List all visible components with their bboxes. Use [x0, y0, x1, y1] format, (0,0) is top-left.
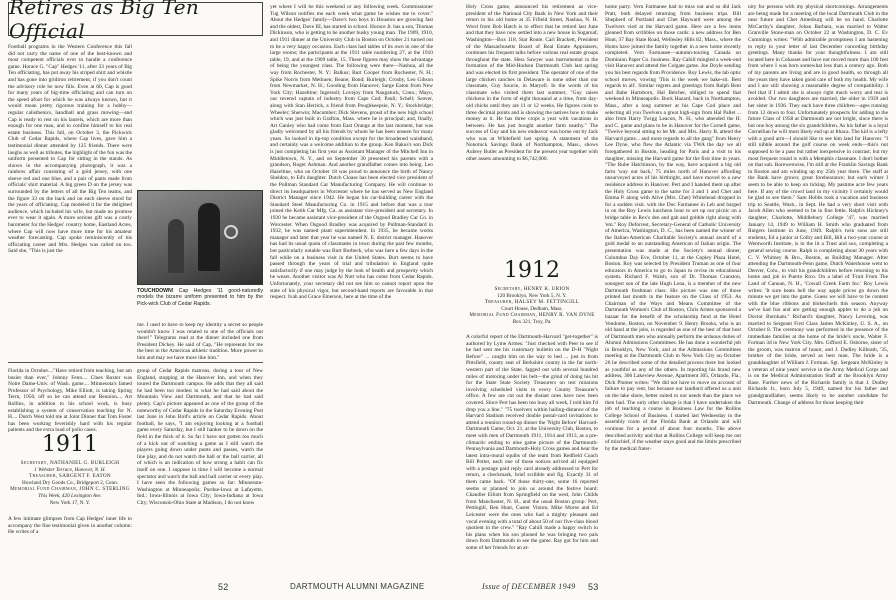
column-6 — [748, 4, 888, 576]
class-1912-notes-col4: A colorful report of the Dartmouth-Harvard "get-together" is authored by Lyme Armes: "Just checked with Peer to see if he had sent me his customary bulletin on the D-H "Night Before" ... caught him on the way to bed ... just in from Pittsfield, county seat of Berkshire county in the far north-western part of the State, fagged out with several hundred miles of motoring under his belt—the grind of doing his bit for the State State Society Treasurers on test missions involving scheduled visits to every County Treasurer's office. A few are cut out the distant ones have now been covered. Since Pert has been too busy all week, I told him I'd drop you a line." "75 twelvers within hailing-distance of the Harvard Stadium received double postal-card invitations to attend a reunion round-up dinner the 'Night Before' Harvard-Dartmouth Game, Oct. 21, at the University Club, Boston, to meet with men of Dartmouth 1911, 1914 and 1913, as a pre-climactic ending to nine game picture of the Dartmouth-Pennsylvania and Dartmouth-Holy Cross games and hear the latest intra-mural squibs of the team from Redfield Coach Bill Potter, each one of those notices arrived all equipped with a postage paid reply card already addressed to Pert for return, a checkmark, brief scribble and fig. Exactly 31 of them came back. "Of those thirty-one, some 16 reported seems or planned to join us around the festive board: Chandler Elliott from Springfield on the west, John Childs from Manchester, N. H., and the usual Boston group: Pert, Pettingill, Ben Hunt, Custer Vinton, Mike Morse and Ed Leicester were the ones who had a mighty pleasant and vocal evening with a total of about 50 of our five-class blood quotient in the crew." "Ray Cahill made a happy switch in his plans when his son phoned he was bringing two pals down from Dartmouth to see the game. Ray got for him and some of her friends for an at- — [466, 334, 598, 551]
article-title-box — [8, 0, 263, 43]
class-1912-memorial: Memorial Fund Chairman, HENRY R. VAN DYNE — [469, 312, 595, 319]
class-1911-treasurer-address: Howland Dry Goods Co., Bridgeport 2, Conn. — [22, 479, 118, 486]
class-1911-heading: 1911 — [42, 432, 98, 457]
article-text-col2-mid: me. I used to have to keep my identity a secret so people wouldn't know I was related to one of the officials out there!" Telegrams read at the dinner included one from President Dickey. He said of Cap, "He represents for me the best in the American athletic tradition. More power to him and may we have more like him." — [137, 322, 263, 361]
column-2-mid — [137, 322, 263, 362]
column-1-bottom — [8, 368, 132, 434]
class-1911-notes-col2: group of Cedar Rapids matrons, during a tour of New England, stopping at the Hanover Inn, and when they toured the Dartmouth campus. He adds that they all said he had been too modest in what he had said about the Mountain View and Dartmouth, and that he had said plenty. Cap's picture appeared as one of the group of the noteworthy of Cedar Rapids in the Saturday Evening Post last June in John Bird's article on Cedar Rapids. About football, he says, "I am enjoying looking at a football game every Saturday, but I still hanker to be down on the field in the thick of it. So far I have not gotten too much of a kick out of watching a game as I still watch the players going down under punts and passes, watch the line play, and do not watch the ball or the ball carrier, all of which is an indication of how strong a habit can fix itself on one. I suppose in time I will become a normal spectator and watch the ball and ball carrier or every play. I have seen the following games so far: Minnesota-Washington at Minneapolis; Purdue-Iowa at Lafayette, Ind.; Iowa-Illinois at Iowa City; Iowa-Indiana at Iowa City; Wisconsin-Ohio State at Madison, I do not know — [137, 368, 263, 506]
column-5 — [605, 4, 741, 576]
page-number-right: 53 — [588, 582, 599, 592]
class-1911-secretary: Secretary, NATHANIEL G. BURLEIGH — [20, 460, 120, 466]
cap-hedges-photo — [137, 190, 263, 285]
class-1911-notes-col4: Holy Cross game, announced his retirement as vice-president of the National City Bank in New York and their return to his old home at 35 Fifield Street, Nashua, N. H. Word from Bob Hatch is to effect that he retired last June and that they have now settled into a new house in Sugaroaf, Washington—Box 118, Star Route. Carl Brackett, President of the Massachusetts Board of Real Estate Appraisers, continues his frequent talks before various real estate groups throughout the state. Hess Sawyer was instrumental in the formation of the Mid-Hudson Dartmouth Club last spring and was elected its first president. The operator of one of the large chicken ranches in Delaware is none other than our classmate, Guy Soucie, in Maryell. In the words of his classmate who visited them last summer, "Guy raises chickens in the form of eight thousand at a time, from day-old chicks until they are 11 or 12 weeks. He figures costs to three decimal points and is showing the natives how to make money at it. He has three crops a year with vacations in between. He has just bought another farm nearby." The success of Guy and his new endeavor was borne out by Jack who was at Whitefield last spring. A statement of the Nonotuck Savings Bank of Northampton, Mass., shows Aubrey Butler as President for the present year together with other assets amounting to $6,742,000. — [466, 4, 598, 162]
class-1911-notes-col3: yet where I will be this weekend or any following week. Commissioner Tug Wilson notifies me each week what game he wishes me to cover." About the Hedges' family—Dave's two boys in Houston are growing fast and the oldest, Dave III, has started in school. Horace Jr. has a son, Thomas Dickinson, who is getting to be another husky young man. The 1909, 1910, and 1911 dinner at the University Club in Boston on October 21 turned out to be a very happy occasion. Each class had tables of its own in one of the large rooms; the participants at the 1911 table numbering 27, at the 1910 table, 19, and at the 1909 table, 15. These figures may show the advantage of being the youngest class. The following were there—Nashua, all the way from Rochester, N. Y.: Balkus; Burt Cooper from Rochester, N. H.; Spike Norris from Methuen; Beane; Bond; Burleigh; Crosby, Leo Gibson from Newmarket, N. H.; Gooding from Hanover; Sarge Eaton from New York City; Hazeltine; Ingersoll; Lovejoy from Naugatuck, Conn.; Mayo, our revered captain of industry from Cape Cod; Pauli; Schell; Seaver, along with Stan Herrick, a friend from Poughkeepsie, N. Y.; Stockbridge; Wheeler; Sherwin; Macomber; Dick Stevens, proud of the new high school which was just built in Grafton, Mass. where he is principal; and, finally, Art Ganley who had come from East Orange at the last moment, but was gladly welcomed by all his friends by whom he has been unseen for many years. So looked in tip-top condition except for the broadened waistband, and certainly was a welcome addition to the group. Ken Bakus's son Dick is just completing his first year as Assistant Manager of the Mitchell Inn in Middletown, N. Y., and on September 30 presented his parents with a grandson, Roger Ashman. And another grandfather comes into being. Leo Hazeltine, who on October 18 was proud to announce the birth of Nancy Sheldon, to Ed's daughter. Dutch Cloase has been elected vice president of the Pullman Standard Car Manufacturing Company. He will continue to direct its headquarters in Worcester where he has served as New England District Manager since 1942. He began his car-building career with the Standard Steel Manufacturing Co. in 1915 and before that was a tour joined the Keith Car Mfg. Co. as assistant vice-president and secretary. In 1930 he became assistant vice-president of the Osgood Bradley Car Co. in Worcester. When Osgood Bradley was acquired by Pullman-Standard in 1932, he was named plant superintendent. In 1935, he became works manager and later that year he was named N. E. district manager. Hanover has had its usual quota of classmates in town during the past few months, but particularly notable was Burt Burbeck, who was here a few days in the fall while on a business visit in the United States. Burt seems to have passed through the years of trial and tribulation in England quite satisfactorily if one may judge by the look of health and prosperity which he wears. Another visitor was Al Nutt who has come from Cedar Rapids. Unfortunately, your secretary did not see him so cannot report upon the state of his physical vigor, but second-hand reports are favorable in that respect. Ivah and Grace Emerson, here at the time of the — [270, 4, 433, 301]
column-4-top — [466, 4, 598, 250]
page-number-left: 52 — [218, 582, 229, 592]
class-1912-heading: 1912 — [504, 258, 560, 283]
cap-hedges-figure — [198, 203, 220, 271]
class-1912-memorial-address: Box 321, Troy, Pa. — [512, 318, 552, 325]
class-1912-secretary-address: 120 Brooklyn, New York 5, N. Y. — [497, 292, 567, 299]
section-divider — [8, 362, 263, 363]
class-1912-notes-col6: nity for persons with my physical shortcomings. Arrangements are being made for a meeting of the local Dartmouth Club in the near future and Chet Amesburg will be on hand. Charlotte McCarthy's daughter, Johan Barbara, was married to Walter Granville Stone-man on October 22 at Washington, D. C. Ev Cummings writes: "With admirable promptness I am hastening to reply to your letter of last December conceding birthday greetings. Many thanks for your thoughtfulness. I am still located here in Cohasset and have not moved more than 100 feet from where I was born somewhat less than a century ago. Both of my parents are living and are in good health, so through all the years they have taken good care of both my health. My wife and I are still showing a reasonable degree of compatibility. I feel that if I admit she is always right much worry and tear is avoided. Our two daughters are married, the older in 1939 and her sister in 1936. They each have three children—ages running from 12 down to four. Unfortunately prospects for adding to the future Class of 1958 at Dartmouth are not bright, since there is but one boy among the six grandchildren. As his father is a loyal Cornellian he will most likely end up at Ithaca. The kid is a lefty with a good arm—I should like to see him land for Hanover. "I still nibble around the golf course on week ends—this's not supposed to be a pass but rather inexpensive in contrast; but my most frequent round is with a Memphis classmate. I don't bother on that sub. Borewenwise, I'm still at the Franklin Savings Bank in Boston and am winding up my 25th year there. The staff at the Bank have grown; great forebearance; but each winter I seem to be able to keep on ticking. My pastime acre few years here. If any of the crowd land in my vicinity I certainly would be glad to see them." Sam Hobbs took a vacation and business trip to Seattle, Wash., in Sept. He had a very short visit with Jacob Allen who seemed to be in fine fettle. Ralph's Hickney's daughter, Charlotte, Middlebury College '47, was married January 14, 1949 to William H. Smith who graduated from Rutgers Institute in June, 1949. Ralph's twin sons are still students, Ed a junior at Colby and Bill, Bill a two-year course at Wentworth Institute, is in the lit a Trust and sox, completing a general sewing course. Ralph is completing about 30 years with C. V. Whitney & Bro., Boston, as Building Manager. After attending the Dartmouth-Penn game, Dutch Waterhouse went to Denver, Colo., to visit his grandchildren before returning to his home and job in Puerto Rico. On a label of 'Fruit From The Land of Cannan, N. H., 'Cowall Creek Farm Inc.' Roy Lewis writes: 'It sure beats hell the way apple prices go down the minute we get into the game. Guess we will have to be content with the blue ribbons and blokechiefs this season. Anyway we've had fun and are getting enough apples to do a job on Doctor Burnham." Richard's daughter, Nancy Levering, was married to Sergeant First Class James McKinley, U. S. A., on October 8. The ceremony was performed in the presence of the immediate families at the home of the bride's uncle, Walter F. Forman 3d in New York City. Mrs. Gifford E. Osborne, sister of the groom, was matron of honor, and J. Dudley Kilbrath, '35, brother of the bride, served as best man. The bride is a granddaughter of William J. Forman. Sgt. Sergeant McKinley is a veteran of nine years' service in the Army Medical Corps and is on the Medical Administration Staff at the Brooklyn Army Base. Further news of the Richards family is that J. Dudley Richards Jr., born July 5, 1949, named for his father and grandgrandfather, seems likely to be another candidate for Dartmouth. Change of address for those keeping their — [748, 4, 888, 406]
photo-caption — [137, 288, 263, 307]
audience-figure — [168, 219, 184, 273]
class-1911-secretary-address: 1 Webster Terrace, Hanover, N. H. — [34, 466, 106, 473]
column-3 — [270, 4, 433, 576]
class-1911-treasurer: Treasurer, SARGENT F. EATON — [29, 473, 111, 480]
article-text-col1: Football programs in the Western Conference this fall did not carry the name of one of the best-known and most competent officials ever to handle a conference game. Horace G. "Cap" Hedges '11, after 33 years of Big Ten officiating, has put away his striped shirt and whistle and has gone into gridiron retirement, if you don't count the advisory role he now fills. Even at 60, Cap is good for many years of big-time officiating and can turn on the speed afoot for which he was always known, but it would mean pretty rigorous training for a hobby—regular calisthenics, handball and grass mowing—and Cap is ready to rest on his laurels, which are more than enough for one man, and to confine himself to his real estate business. This fall, on October 3, the Pickwick Club of Cedar Rapids, where Cap lives, gave him a testimonial dinner attended by 125 friends. There were laughs as well as tributes, the highlight of the fun was the uniform presented to Cap for sitting in the stands. As shown in the accompanying photograph, it was a rainbow affair consisting of a gold jersey, with one sleeve red and one blue, and a pair of pants made from officials' shirt material. A big green D on the jersey was surrounded by the letters of all the Big Ten teams, and the figure 33 on the back and on each sleeve stood for the years of officiating. Cap modeled it for the delighted audience, which included his wife, but made no promise ever to wear it again. A more serious gift was a costly barometer for the Hedges' country home, Eastland Acres, where Cap will now have more time for his amateur weather forecasting. Cap spoke reminiscently of his officiating career and Mrs. Hedges was called on too. Said she, "This is just the — [8, 44, 132, 255]
article-title: Retires as Big Ten Official — [9, 0, 200, 43]
whistle-icon — [224, 225, 238, 239]
column-1-end — [8, 516, 132, 576]
class-1911-memorial-address2: New York 17, N. Y. — [49, 499, 91, 506]
class-1911-memorial: Memorial Fund Chairman, JOHN C. STERLING — [10, 486, 130, 493]
magazine-name: DARTMOUTH ALUMNI MAGAZINE — [290, 582, 425, 591]
column-1-top — [8, 44, 132, 356]
issue-date-text: Issue of DECEMBER 1949 — [482, 582, 576, 591]
photo-caption-lead: TOUCHDOWN! — [137, 288, 174, 294]
class-1911-notes-start: A few intimate glimpses from Cap Hedges' inner life to accompany the fine testimonial given in another column: He writes of a — [8, 516, 132, 536]
photo-caption-text: Cap Hedges '11 good-naturedly models the bizarre uniform presented to him by the Pick-wick Club of Cedar Rapids. — [137, 288, 263, 307]
class-notes-1910-tail: Florida in October...."Have retired from teaching, but am busier than ever," Johnny Fenn.... Clues Baxter was Notre Dame-Univ. of Wash. game.... Minnesota's famed Professor of Psychology, Mike Elliott, is taking Spring Term, 1950, off so he can attend our Reunion.... Art Rollins, in addition to his school work, is busy establishing a system of conservation teaching for N. H.... Dutch West told me at Joint Dinner that Tom Foster has been working feverishly hard with his regular patients and the extra load of polio cases. — [8, 368, 132, 434]
column-2-bottom — [137, 368, 263, 576]
issue-date — [482, 582, 575, 591]
class-1911-officers — [8, 460, 132, 506]
class-1912-treasurer: Treasurer, HALSEY M. FETTINGILL — [484, 299, 580, 306]
class-1912-secretary: Secretary, HENRY K. URION — [494, 286, 570, 292]
class-1912-officers — [466, 286, 598, 326]
class-1912-treasurer-address: Court House, Dedham, Mass. — [501, 305, 563, 312]
column-2-top — [137, 44, 263, 186]
class-1912-notes-col5: home party. Vern Farmanee had to miss out and so did Jack Pratt, both delayed returning from business trips. Bill Shepherd of Portland and Chet Hayward were among the Twelvers vied at the Harvard game. Here are a few items gleaned from scribbles on those cards: a new address for Ben Hunt, 37 Bay State Road, Wellesley Hills 82, Mass., where the Hunts have joined the family together in a new home recently completed. Vern Farmanee—autumn-touring Canada on Dominion Paper Co. business. Ray Cahill mingled a week-end visit Hanover and attend the Colgate game. Joe Doyle sending you his best regards from Providence. Roy Lewis, the lab optic school moves, vowing 'This is the week we bake-sit. Best regards to all'. Similar regrets and greetings from Ralph Bent and Babe Hartsborn, Hal Belcher, obliged to spend that weekend in Minneapolis. Buck Hazard, back in Northampton, Mass., after a long summer at his Cape Cod place and selecting all you Twelvers a great high-sign from Hal Pallet ... also from Harry Twigg Leacon, N. H., who attended the H. and C. game and plans to be in Hanover for the Cornell game, "Twelve beyond sitting to let Mr. and Mrs. Harry B. attend the Harvard game... and more regards to all the gang" from Henry Lee Dyne, who flew the Atlantic via TWA the day we all foregathered in Boston, heading for Paris and a visit to his daughter, missing the Harvard game for the first time in years. "The Rube Hatchinson, by the way, have acquired a big old farm 'way out back,' 75 miles north of Hanover affording unsurveyed acres of his birthright, and have moved to a new residence address in Hanover. Pert and I handed them up after the Holy Cross game to the same for 3 and 1 and Chet and Emma P. along with Alive (Mrs. Chet) Whitehead dropped in for a sudden visit. with the Doc Farmanee in Leb and barged in on the Roy Lewis luncheon hour to set up our picnic on a bridge table in Rex's den and gab and gobble right along with 'em." Roy Deforrest, Secretary-General of Catholic University of America, Washington, D. C., has been named the winner of the Italian-American Charitable Society's annual award of a gold medal to an outstanding American of Italian origin. The presentation was made at the Society's annual dinner, Columbus Day Eve, October 11, at the Copley Plaza Hotel, Boston. Roy was selected by President Truman as one of four educators in America to go to Japan to revise its educational system. Richard F. Walsh, son of Dr. Thomas Cranston, sonogest son of the late Hugh Lena, is a member of the new Dartmouth freshman class. His picture was one of those printed last month in the feature on the Class of 1953. As Chairman of the Ways and Means Committee of the Dartmouth Women's Club of Boston, Chris Armes sponsored a bazaar for the benefit of the scholarship fund at the Hotel Vendome, Boston, on November 9. Henry Brooks, who is an old hand at the jobs, is regarded as one of the best of that host of Dartmouth men who annually perform the arduous duties of Alumni Admissions Committees. He has done a wonderful job in Brooklyn, New York, and at the Admissions Committees meeting at the Dartmouth Club in New York City on October 26 he described some of the detailed process there but looked as youthful as any of the others. In reporting his brand new address, 306 Lakeview Avenue, Apartment 305, Orlando, Fla., Dick Plumer writes: "We did not have to move on account of failure to pay rent, but because our landlord offered us a unit on the lake shore, better suited to our needs than the place we then had. The only other change is that I have undertaken the job of teaching a course in Business Law for the Rollins College School of Business. I started last Wednesday in the assembly room of the Florida Bank at Orlando and will continue for a period of about four months. The above described activity and that at Rollins College will keep me out of mischief, if the weather stays good and the limits prescribed by the medical frater- — [605, 4, 741, 452]
class-1911-memorial-address: This Week, 420 Lexington Ave. — [38, 492, 102, 499]
column-4-bottom — [466, 334, 598, 576]
